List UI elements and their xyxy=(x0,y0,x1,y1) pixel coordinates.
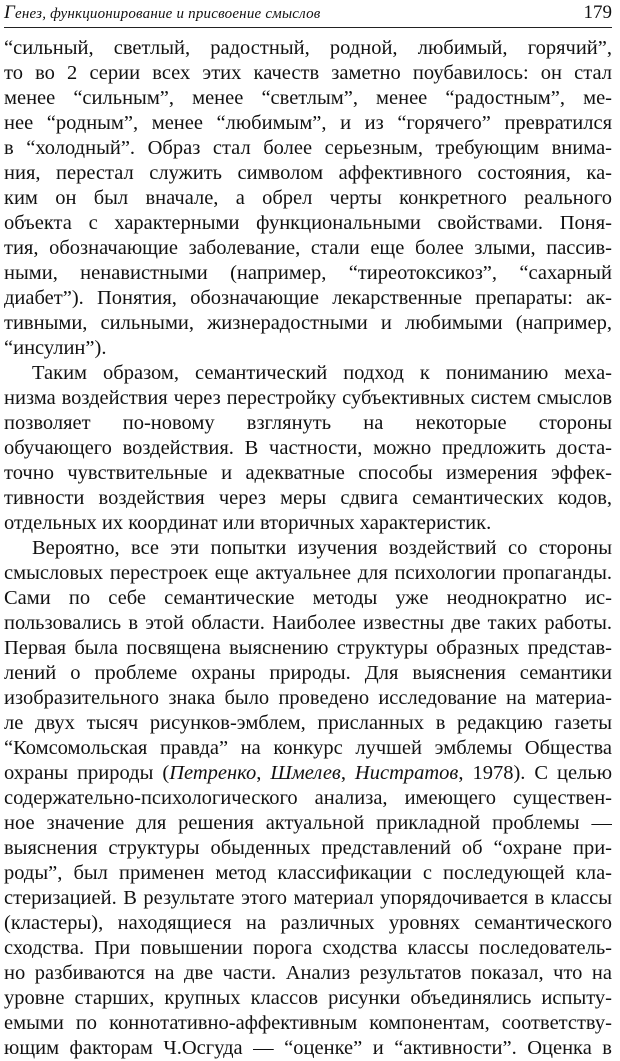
text-line: позволяет по-новому взглянуть на некоторые стороны xyxy=(4,412,612,434)
text-line: но разбиваются на две части. Анализ результатов показал, что на xyxy=(4,962,612,984)
text-line: тия, обозначающие заболевание, стали еще более злыми, пассив- xyxy=(4,237,612,259)
text-line: Таким образом, семантический подход к пониманию меха- xyxy=(32,362,612,384)
author-nistratov: Нистратов xyxy=(354,762,459,784)
text-line-citation xyxy=(4,761,612,786)
text-line: ющим факторам Ч.Осгуда — “оценке” и “активности”. Оценка в xyxy=(4,1037,612,1059)
text-line: ными, ненавистными (например, “тиреотоксикоз”, “сахарный xyxy=(4,262,612,284)
text-line: обучающего воздействия. В частности, можно предложить доста- xyxy=(4,437,612,459)
running-title-initial: Г xyxy=(4,2,16,23)
text-line: изобразительного знака было проведено исследование на материа- xyxy=(4,687,612,709)
text-line: (кластеры), находящиеся на различных уровнях семантического xyxy=(4,912,612,934)
text-line: в “холодный”. Образ стал более серьезным, требующим внима- xyxy=(4,137,612,159)
text-line: роды”, был применен метод классификации с последующей кла- xyxy=(4,862,612,884)
text-line: диабет”). Понятия, обозначающие лекарственные препараты: ак- xyxy=(4,287,612,309)
body-text xyxy=(4,36,612,1061)
text-line: пользовались в этой области. Наиболее известны две таких работы. xyxy=(4,612,612,634)
text-line: “инсулин”). xyxy=(4,337,107,359)
citation-sep: , xyxy=(256,762,271,784)
text-line: тивности воздействия через меры сдвига семантических кодов, xyxy=(4,487,612,509)
text-line: сходства. При повышении порога сходства классы последователь- xyxy=(4,937,612,959)
text-line: “сильный, светлый, радостный, родной, любимый, горячий”, xyxy=(4,37,612,59)
text-line: Первая была посвящена выяснению структуры образных представ- xyxy=(4,637,612,659)
text-line: объекта с характерными функциональными свойствами. Поня- xyxy=(4,212,612,234)
text-line: лений о проблеме охраны природы. Для выяснения семантики xyxy=(4,662,612,684)
text-line: ле двух тысяч рисунков-эмблем, присланных в редакцию газеты xyxy=(4,712,612,734)
text-line: емыми по коннотативно-аффективным компонентам, соответству- xyxy=(4,1012,612,1034)
text-line: отдельных их координат или вторичных характеристик. xyxy=(4,512,492,534)
text-line: “Комсомольская правда” на конкурс лучшей эмблемы Общества xyxy=(4,737,612,759)
text-line: Сами по себе семантические методы уже неоднократно ис- xyxy=(4,587,612,609)
running-title xyxy=(4,2,321,24)
text-line: то во 2 серии всех этих качеств заметно поубавилось: он стал xyxy=(4,62,612,84)
text-line: выяснения структуры обыденных представлений об “охране при- xyxy=(4,837,612,859)
text-line: ким он был вначале, а обрел черты конкретного реального xyxy=(4,187,612,209)
citation-prefix: охраны природы ( xyxy=(4,762,170,784)
text-line: уровне старших, крупных классов рисунки объединялись испыту- xyxy=(4,987,612,1009)
text-line: смысловых перестроек еще актуальнее для психологии пропаганды. xyxy=(4,562,612,584)
running-title-rest: енез, функционирование и присвоение смыслов xyxy=(15,6,321,22)
text-line: нее “родным”, менее “любимым”, и из “горячего” превратился xyxy=(4,112,612,134)
text-line: низма воздействия через перестройку субъективных систем смыслов xyxy=(4,387,612,409)
citation-sep: , xyxy=(340,762,355,784)
text-line: точно чувствительные и адекватные способы измерения эффек- xyxy=(4,462,612,484)
author-petrenko: Петренко xyxy=(169,762,257,784)
text-line: ное значение для решения актуальной прикладной проблемы — xyxy=(4,812,612,834)
citation-suffix: , 1978). С целью xyxy=(458,762,612,784)
author-shmelev: Шмелев xyxy=(270,762,341,784)
text-line: содержательно-психологического анализа, имеющего существен- xyxy=(4,787,612,809)
page-number: 179 xyxy=(583,2,612,23)
text-line: Вероятно, все эти попытки изучения воздействий со стороны xyxy=(32,537,612,559)
text-line: тивными, сильными, жизнерадостными и любимыми (например, xyxy=(4,312,612,334)
text-line: ния, перестал служить символом аффективного состояния, ка- xyxy=(4,162,612,184)
running-head xyxy=(4,0,612,28)
text-line: менее “сильным”, менее “светлым”, менее “радостным”, ме- xyxy=(4,87,612,109)
text-line: стеризацией. В результате этого материал упорядочивается в классы xyxy=(4,887,612,909)
